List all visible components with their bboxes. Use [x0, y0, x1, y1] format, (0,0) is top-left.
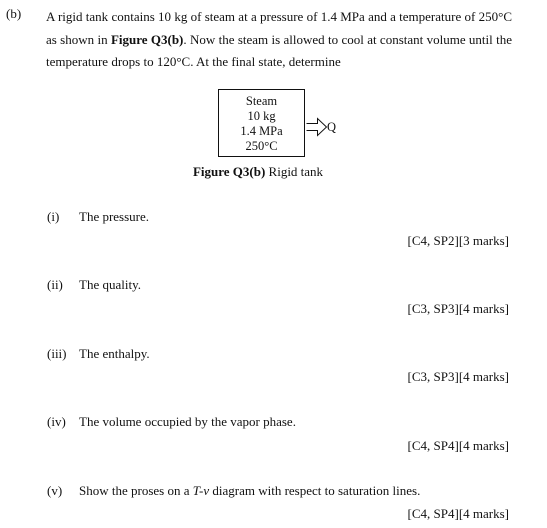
intro-text-1: A rigid tank contains 10 kg of steam at a pressure of 1.4 MPa and a temperature of 250°C as shown in	[46, 9, 512, 47]
tank-line-substance: Steam	[245, 94, 278, 108]
item-marks: [C4, SP4][4 marks]	[407, 506, 509, 521]
tv-diagram-term: T-v	[192, 483, 210, 498]
item-text: The enthalpy.	[79, 346, 150, 361]
item-text: The volume occupied by the vapor phase.	[79, 414, 296, 429]
intro-text-2: . Now the steam is allowed to cool at constant volume until the temperature drops to 120°C. At the final state, determine	[46, 31, 512, 69]
item-number: (iii)	[47, 346, 67, 361]
item-marks: [C3, SP3][4 marks]	[407, 301, 509, 316]
item-number: (v)	[47, 483, 63, 498]
heat-out-arrow-icon	[306, 117, 328, 137]
item-text: The quality.	[79, 277, 141, 292]
rigid-tank-box	[218, 89, 305, 157]
item-text: The pressure.	[79, 209, 150, 224]
heat-symbol: Q	[327, 120, 337, 134]
tank-line-temperature: 250°C	[245, 139, 278, 153]
item-text-before: Show the proses on a	[79, 483, 193, 498]
tank-line-pressure: 1.4 MPa	[240, 124, 283, 138]
caption-rest: Rigid tank	[265, 164, 324, 179]
item-marks: [C4, SP4][4 marks]	[407, 438, 509, 453]
tank-line-mass: 10 kg	[247, 109, 276, 123]
item-number: (iv)	[47, 414, 66, 429]
item-text-after: diagram with respect to saturation lines.	[209, 483, 421, 498]
item-marks: [C3, SP3][4 marks]	[407, 369, 509, 384]
question-intro	[46, 6, 512, 74]
question-label: (b)	[6, 6, 22, 21]
item-number: (ii)	[47, 277, 63, 292]
figure-caption	[0, 164, 516, 180]
figure-reference: Figure Q3(b)	[110, 31, 184, 47]
item-text	[79, 483, 420, 499]
item-marks: [C4, SP2][3 marks]	[407, 233, 509, 248]
item-number: (i)	[47, 209, 60, 224]
caption-bold: Figure Q3(b)	[192, 164, 266, 179]
